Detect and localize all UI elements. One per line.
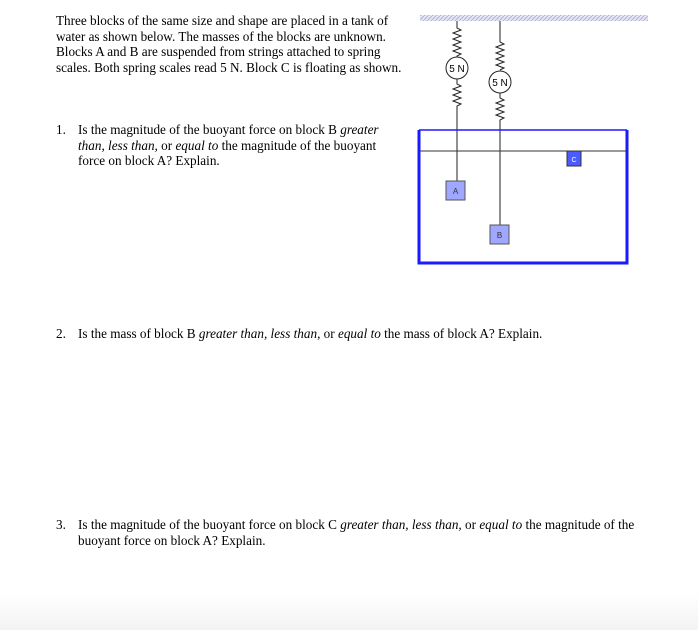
spring-left [453, 21, 461, 57]
ceiling-bar [420, 15, 648, 21]
spring-left-lower [453, 79, 461, 108]
block-a-label: A [452, 187, 459, 196]
page-bottom-fade [0, 594, 698, 630]
spring-right-lower [496, 93, 504, 122]
question-text: Is the magnitude of the buoyant force on block C greater than, less than, or equal to the magnitude of the buoyant force on block A? Explain. [78, 517, 635, 548]
block-c-label: C [571, 157, 577, 164]
question-text: Is the mass of block B greater than, less than, or equal to the mass of block A? Explain. [78, 326, 543, 341]
question-number: 1. [56, 122, 66, 137]
question-text: Is the magnitude of the buoyant force on block B greater than, less than, or equal to the magnitude of the buoyant force on block A? Explain. [78, 122, 379, 169]
block-b-label: B [496, 231, 503, 240]
question-number: 2. [56, 326, 66, 341]
spring-right [496, 21, 504, 70]
intro-paragraph: Three blocks of the same size and shape are placed in a tank of water as shown below. The masses of the blocks are unknown. Blocks A and B are suspended from strings attached to spring scales. Both spring scales read 5 N. Block C is floating as shown. [56, 13, 402, 75]
scale-right-reading: 5 N [492, 78, 508, 89]
scale-left-reading: 5 N [449, 64, 465, 75]
question-number: 3. [56, 517, 66, 532]
